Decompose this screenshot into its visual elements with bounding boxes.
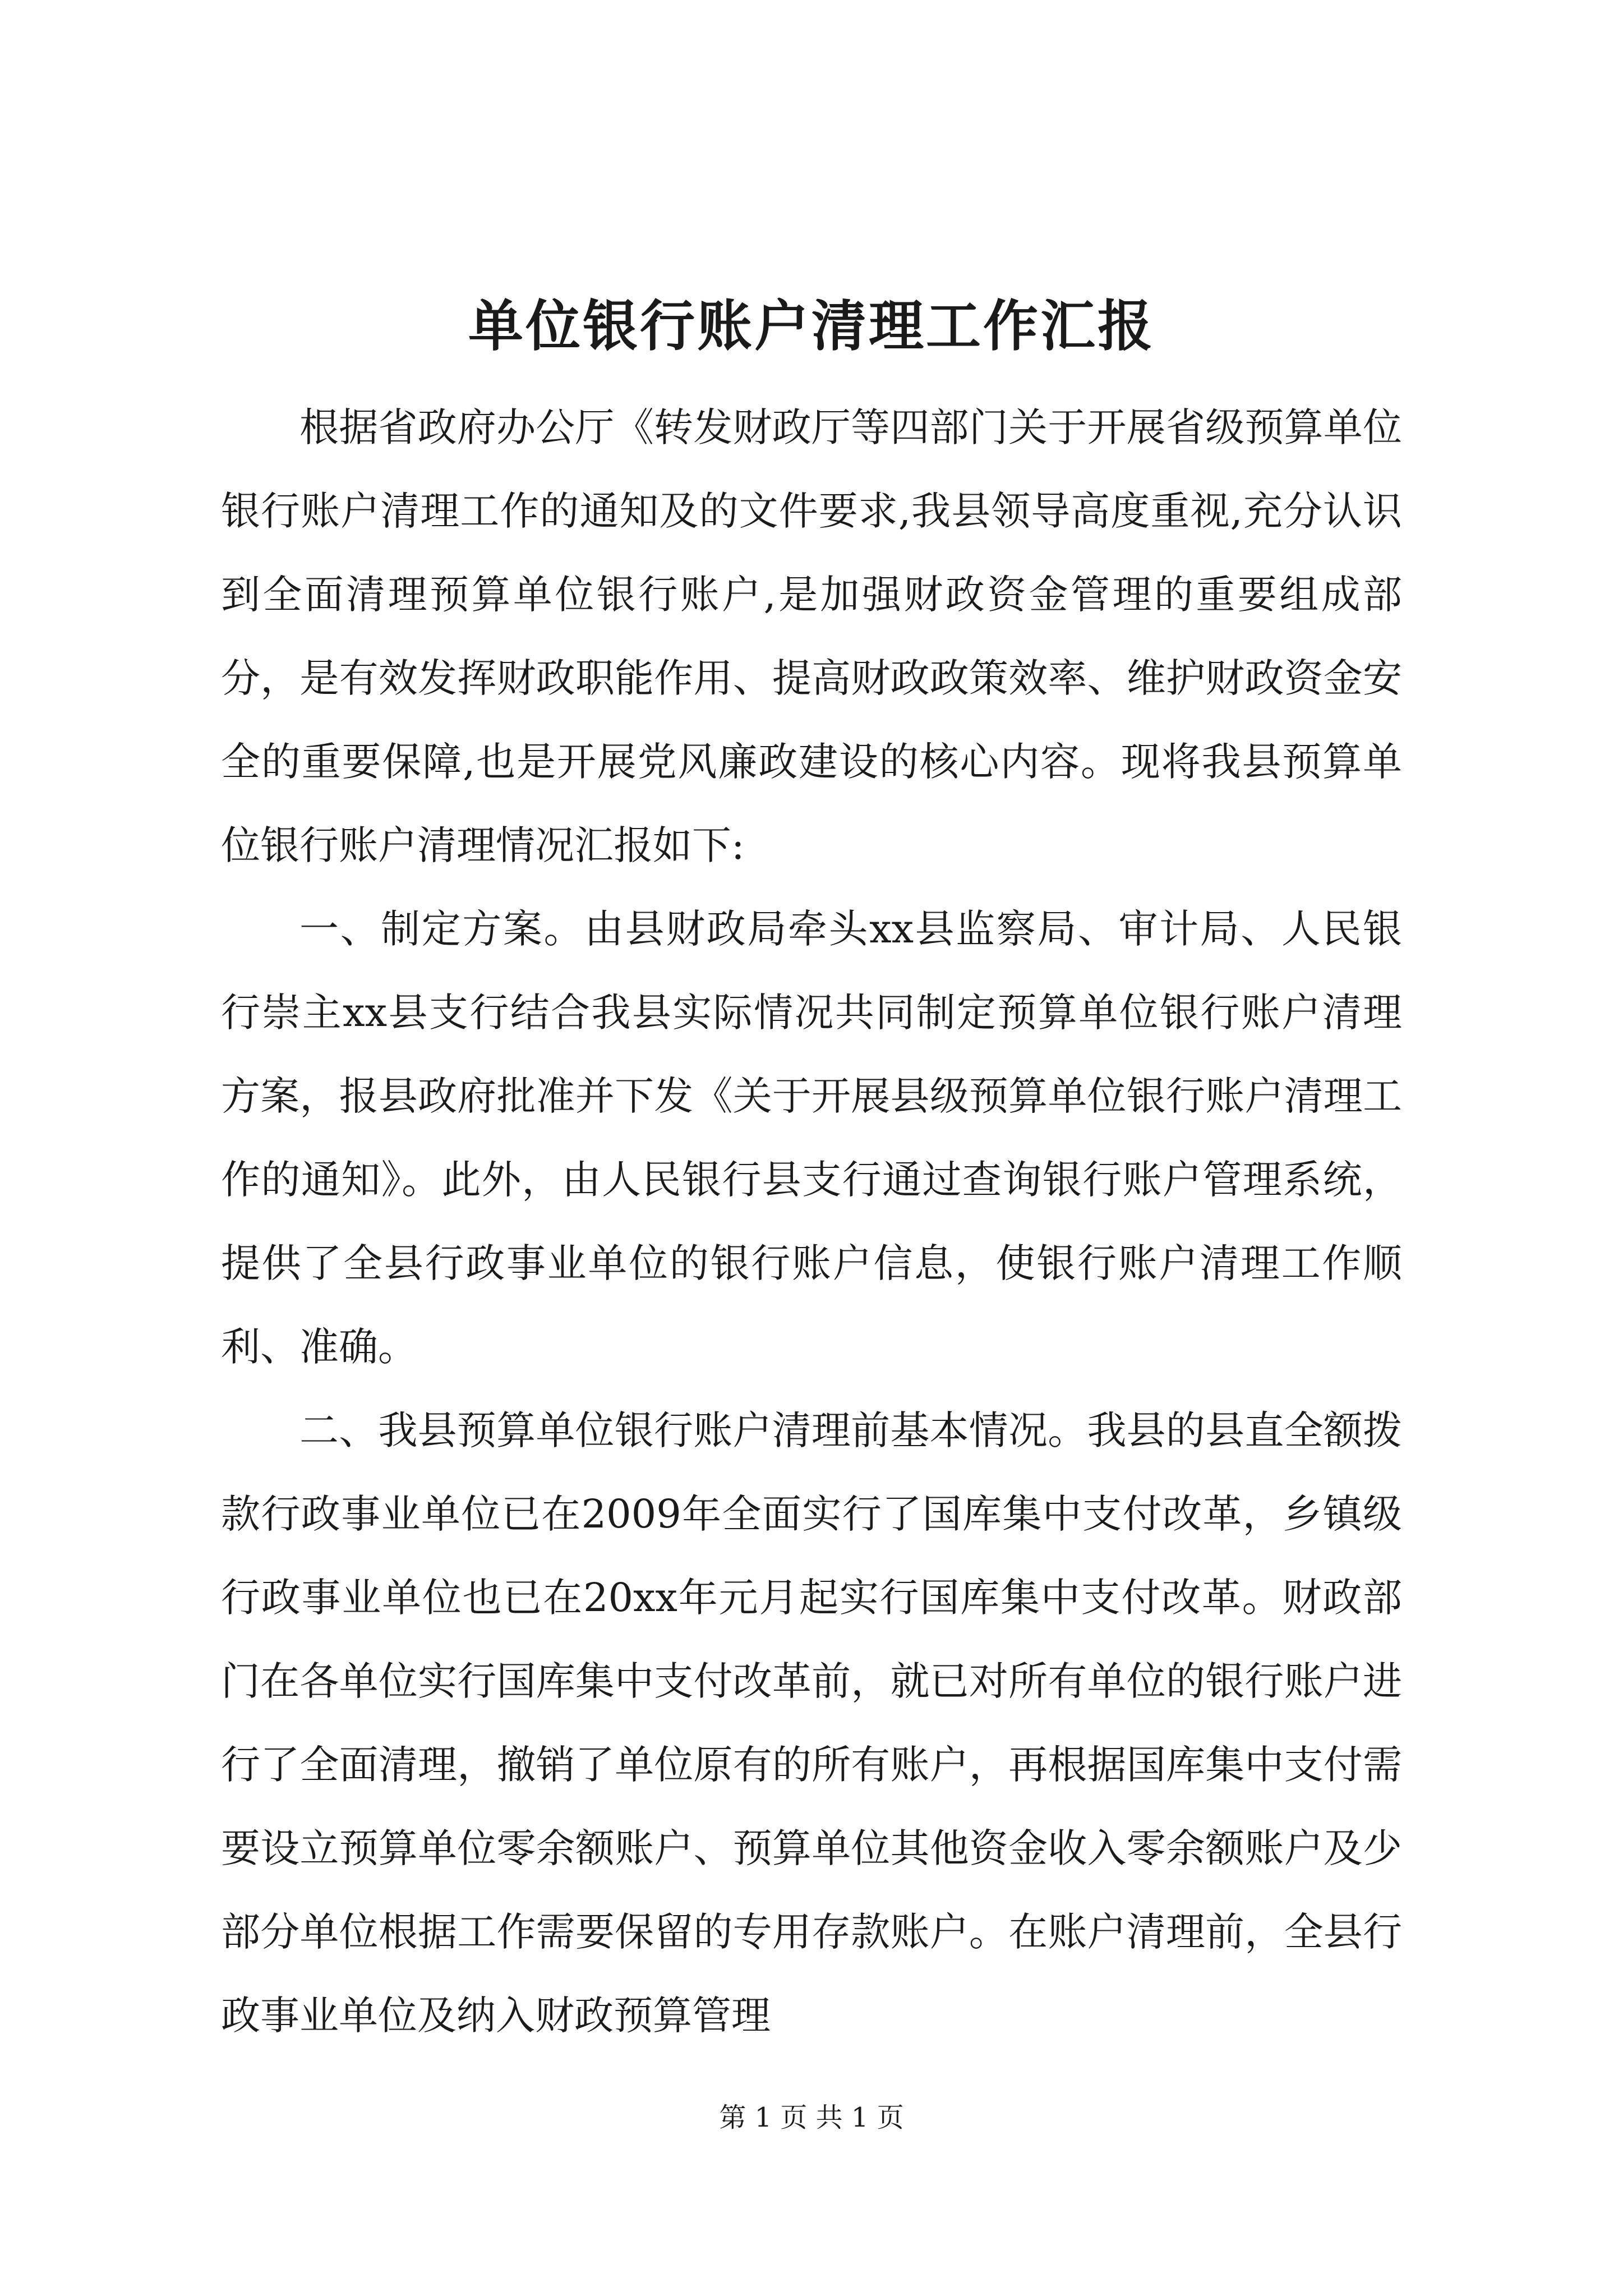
paragraph-section-2: 二、我县预算单位银行账户清理前基本情况。我县的县直全额拨款行政事业单位已在2009年全面实行了国库集中支付改革，乡镇级行政事业单位也已在20xx年元月起实行国库集中支付改革。财政部门在各单位实行国库集中支付改革前，就已对所有单位的银行账户进行了全面清理，撤销了单位原有的所有账户，再根据国库集中支付需要设立预算单位零余额账户、预算单位其他资金收入零余额账户及少部分单位根据工作需要保留的专用存款账户。在账户清理前，全县行政事业单位及纳入财政预算管理	[221, 1407, 1402, 2039]
document-title: 单位银行账户清理工作汇报	[468, 294, 1155, 358]
paragraph-intro: 根据省政府办公厅《转发财政厅等四部门关于开展省级预算单位银行账户清理工作的通知及的文件要求,我县领导高度重视,充分认识到全面清理预算单位银行账户,是加强财政资金管理的重要组成部分，是有效发挥财政职能作用、提高财政政策效率、维护财政资金安全的重要保障,也是开展党风廉政建设的核心内容。现将我县预算单位银行账户清理情况汇报如下:	[221, 404, 1402, 868]
document-body	[221, 386, 1402, 2058]
page-footer: 第 1 页 共 1 页	[719, 2102, 904, 2133]
paragraph-section-1: 一、制定方案。由县财政局牵头xx县监察局、审计局、人民银行崇主xx县支行结合我县实际情况共同制定预算单位银行账户清理方案，报县政府批准并下发《关于开展县级预算单位银行账户清理工作的通知》。此外，由人民银行县支行通过查询银行账户管理系统，提供了全县行政事业单位的银行账户信息，使银行账户清理工作顺利、准确。	[221, 906, 1402, 1370]
